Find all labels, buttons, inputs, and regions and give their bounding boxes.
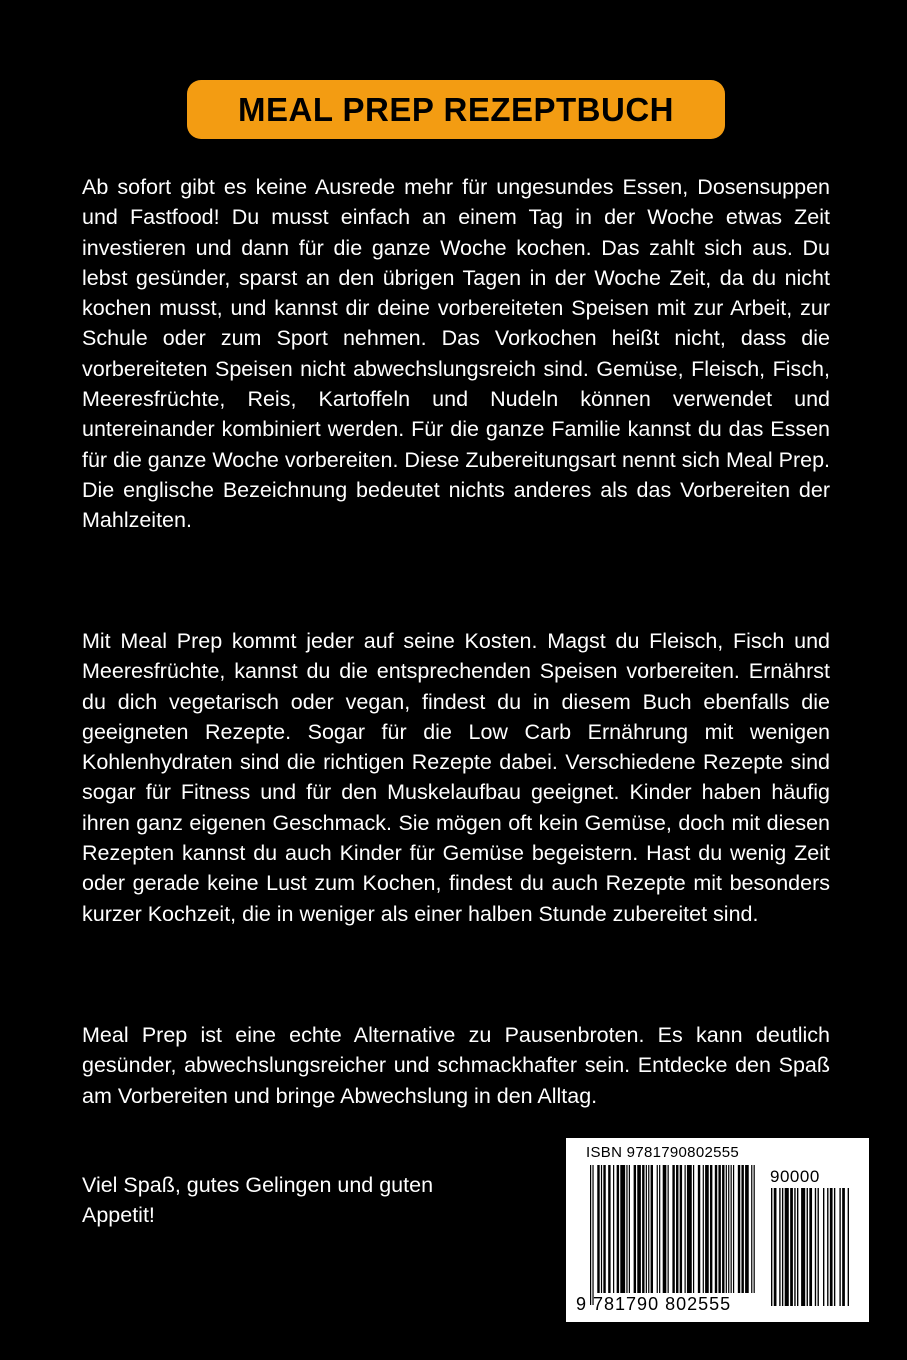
- barcode-bar: [597, 1165, 599, 1293]
- barcode-bar: [771, 1188, 772, 1306]
- barcode-bar: [663, 1165, 667, 1293]
- barcode-bar: [782, 1188, 783, 1306]
- barcode-bar: [685, 1165, 686, 1293]
- paragraph-alternative: Meal Prep ist eine echte Alternative zu Pausenbroten. Es kann deutlich gesünder, abwechslungsreicher und schmackhafter sein. Entdecke den Spaß am Vorbereiten und bringe Abwechslung in den Alltag.: [82, 1023, 830, 1108]
- barcode-bar: [731, 1165, 732, 1293]
- barcode-bar: [715, 1165, 717, 1293]
- barcode-bar: [603, 1165, 605, 1293]
- barcode-bar: [785, 1188, 789, 1306]
- ean-barcode-bars: [590, 1165, 756, 1305]
- barcode-bar: [626, 1165, 627, 1293]
- barcode-bar: [834, 1188, 835, 1306]
- barcode-bar: [801, 1188, 805, 1306]
- barcode-bar: [818, 1188, 819, 1306]
- barcode-bar: [790, 1188, 793, 1306]
- barcode-bar: [794, 1188, 795, 1306]
- barcode-bar: [680, 1165, 682, 1293]
- price-code: 90000: [770, 1167, 820, 1186]
- addon-barcode-bars: [771, 1188, 849, 1306]
- barcode-bar: [710, 1165, 712, 1293]
- barcode-bar: [687, 1165, 692, 1293]
- barcode-bar: [797, 1188, 798, 1306]
- barcode-bar: [613, 1165, 614, 1293]
- barcode-bar: [751, 1165, 752, 1293]
- barcode-bar: [726, 1165, 727, 1293]
- barcode-bar: [705, 1165, 709, 1293]
- barcode-bar: [642, 1165, 644, 1293]
- title-badge: [187, 80, 725, 139]
- barcode-bar: [651, 1165, 653, 1293]
- closing-text: Viel Spaß, gutes Gelingen und guten Appetit!: [82, 1173, 434, 1228]
- barcode-bar: [703, 1165, 704, 1293]
- barcode-bar: [738, 1165, 740, 1293]
- book-title: MEAL PREP REZEPTBUCH: [237, 90, 674, 128]
- barcode-bar: [634, 1165, 636, 1293]
- ean-digits: 9 781790 802555: [576, 1294, 732, 1314]
- barcode-bar: [617, 1165, 619, 1293]
- barcode-bar: [779, 1188, 780, 1306]
- barcode-bar: [830, 1188, 833, 1306]
- isbn-label: ISBN 9781790802555: [586, 1144, 740, 1161]
- barcode-bar: [592, 1165, 593, 1305]
- barcode-bar: [668, 1165, 669, 1293]
- barcode-bar: [659, 1165, 660, 1293]
- barcode-bar: [608, 1165, 610, 1293]
- barcode-bar: [722, 1165, 724, 1293]
- barcode-bar: [842, 1188, 845, 1306]
- barcode-bar: [809, 1188, 812, 1306]
- barcode-bar: [815, 1188, 816, 1306]
- paragraph-intro: Ab sofort gibt es keine Ausrede mehr für ungesundes Essen, Dosensuppen und Fastfood! Du musst einfach an einem Tag in der Woche etwas Zeit investieren und dann für die ganze Woche kochen. Das zahlt sich aus. Du lebst gesünder, sparst an den übrigen Tagen in der Woche Zeit, da du nicht kochen musst, und kannst dir deine vorbereiteten Speisen mit zur Arbeit, zur Schule oder zum Sport nehmen. Das Vorkochen heißt nicht, dass die vorbereiteten Speisen nicht abwechslungsreich sind. Gemüse, Fleisch, Fisch, Meeresfrüchte, Reis, Kartoffeln und Nudeln können verwendet und untereinander kombiniert werden. Für die ganze Familie kannst du das Essen für die ganze Woche vorbereiten. Diese Zubereitungsart nennt sich Meal Prep. Die englische Bezeichnung bedeutet nichts anderes als das Vorbereiten der Mahlzeiten.: [82, 175, 830, 533]
- barcode-bar: [698, 1165, 700, 1293]
- barcode-bar: [693, 1165, 694, 1293]
- barcode-bar: [637, 1165, 641, 1293]
- barcode-bar: [733, 1165, 734, 1293]
- barcode-bar: [676, 1165, 678, 1293]
- barcode-bar: [620, 1165, 625, 1293]
- barcode-bar: [741, 1165, 743, 1293]
- barcode-bar: [754, 1165, 755, 1293]
- barcode-bar: [728, 1165, 729, 1293]
- barcode-bar: [629, 1165, 630, 1293]
- barcode-bar: [774, 1188, 777, 1306]
- paragraph-variety: Mit Meal Prep kommt jeder auf seine Kosten. Magst du Fleisch, Fisch und Meeresfrüchte, kannst du die entsprechenden Speisen vorbereiten. Ernährst du dich vegetarisch oder vegan, findest du in diesem Buch ebenfalls die geeigneten Rezepte. Sogar für die Low Carb Ernährung mit wenigen Kohlenhydraten sind die richtigen Rezepte dabei. Verschiedene Rezepte sind sogar für Fitness und für den Muskelaufbau geeignet. Kinder haben häufig ihren ganz eigenen Geschmack. Sie mögen oft kein Gemüse, doch mit diesen Rezepten kannst du auch Kinder für Gemüse begeistern. Hast du wenig Zeit oder gerade keine Lust zum Kochen, findest du auch Rezepte mit besonders kurzer Kochzeit, die in weniger als einer halben Stunde zubereitet sind.: [82, 629, 830, 926]
- isbn-barcode: [566, 1138, 869, 1322]
- barcode-bar: [807, 1188, 808, 1306]
- barcode-bar: [646, 1165, 647, 1293]
- barcode-bar: [745, 1165, 749, 1293]
- barcode-bar: [823, 1188, 824, 1306]
- barcode-bar: [827, 1188, 828, 1306]
- barcode-bar: [839, 1188, 840, 1306]
- barcode-bar: [648, 1165, 649, 1293]
- barcode-bar: [590, 1165, 591, 1305]
- barcode-bar: [672, 1165, 674, 1293]
- barcode-bar: [601, 1165, 602, 1293]
- barcode-bar: [718, 1165, 720, 1293]
- barcode-bar: [848, 1188, 849, 1306]
- barcode-bar: [657, 1165, 658, 1293]
